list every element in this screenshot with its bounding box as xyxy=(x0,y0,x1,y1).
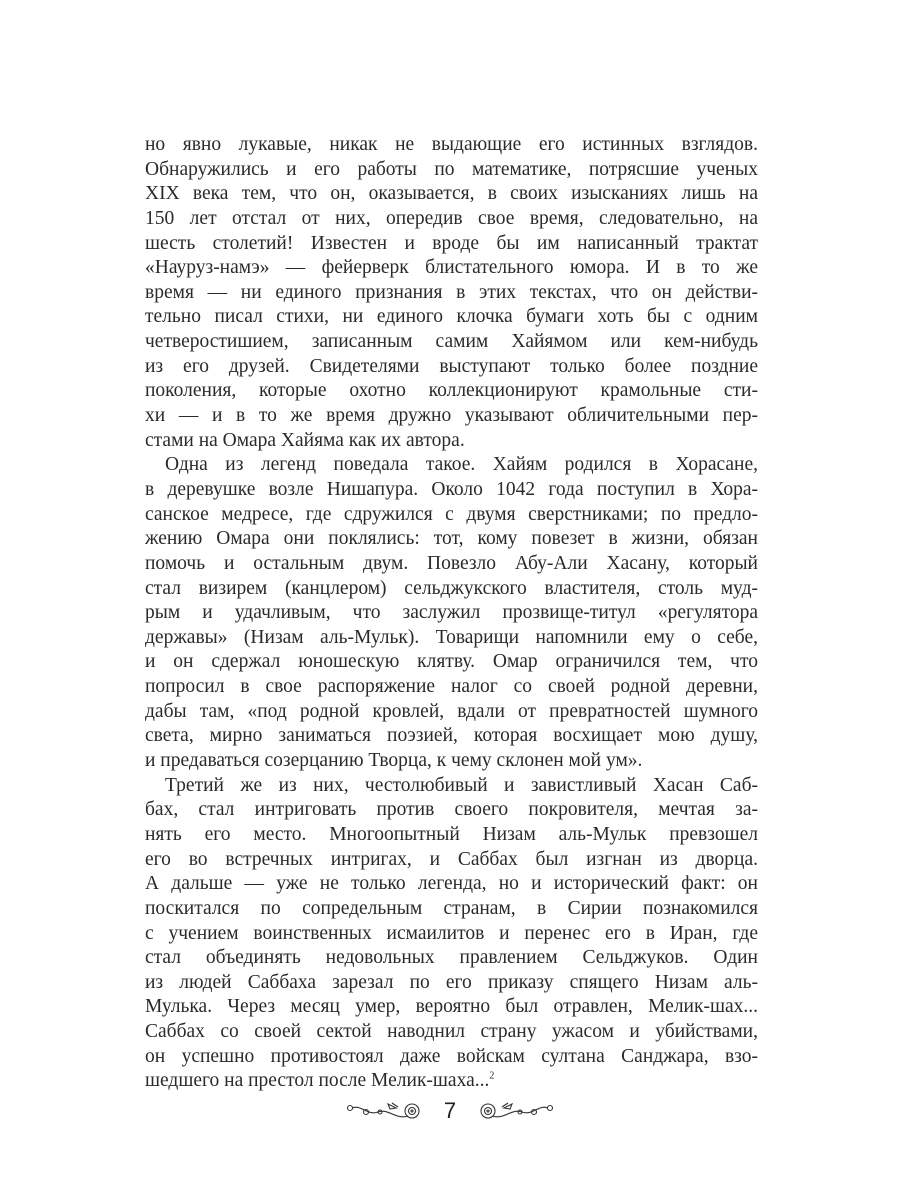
text-line xyxy=(145,453,758,478)
text-line-content: стал объединять недовольных правлением Сельджуков. Один xyxy=(145,947,758,969)
text-line-content: и он сдержал юношескую клятву. Омар ограничился тем, что xyxy=(145,651,758,673)
text-line xyxy=(145,232,758,257)
text-line xyxy=(145,971,758,996)
page-number: 7 xyxy=(443,1098,457,1123)
text-line xyxy=(145,1020,758,1045)
text-line xyxy=(145,577,758,602)
text-line xyxy=(145,503,758,528)
text-line-content: время — ни единого признания в этих текстах, что он действи- xyxy=(145,281,758,303)
text-line xyxy=(145,404,758,429)
text-line-content: из людей Саббаха зарезал по его приказу спящего Низам аль- xyxy=(145,971,758,993)
text-line xyxy=(145,700,758,725)
page-footer xyxy=(0,1098,900,1124)
text-line-content: шесть столетий! Известен и вроде бы им написанный трактат xyxy=(145,232,758,254)
text-line-content: из его друзей. Свидетелями выступают только более поздние xyxy=(145,355,758,377)
text-line-content: Одна из легенд поведала такое. Хайям родился в Хорасане, xyxy=(165,454,758,476)
text-line-content: его во встречных интригах, и Саббах был изгнан из дворца. xyxy=(145,848,758,870)
text-line xyxy=(145,650,758,675)
text-line-content: четверостишием, записанным самим Хайямом или кем-нибудь xyxy=(145,331,758,353)
text-line xyxy=(145,379,758,404)
text-line xyxy=(145,872,758,897)
text-line-content: попросил в свое распоряжение налог со своей родной деревни, xyxy=(145,676,758,698)
text-line-content: поскитался по сопредельным странам, в Сирии познакомился xyxy=(145,897,758,919)
text-line xyxy=(145,1045,758,1070)
text-line xyxy=(145,798,758,823)
text-line-content: А дальше — уже не только легенда, но и исторический факт: он xyxy=(145,873,758,895)
text-line-content: нять его место. Многоопытный Низам аль-Мульк превзошел xyxy=(145,823,758,845)
text-line-content: света, мирно заниматься поэзией, которая восхищает мою душу, xyxy=(145,725,758,747)
text-line-content: тельно писал стихи, ни единого клочка бумаги хоть бы с одним xyxy=(145,306,758,328)
text-line xyxy=(145,207,758,232)
text-line xyxy=(145,601,758,626)
text-line xyxy=(145,182,758,207)
text-line-content: стал визирем (канцлером) сельджукского властителя, столь муд- xyxy=(145,577,758,599)
text-line-content: и предаваться созерцанию Творца, к чему склонен мой ум». xyxy=(145,750,643,772)
text-line xyxy=(145,256,758,281)
text-line-content: Мулька. Через месяц умер, вероятно был отравлен, Мелик-шах... xyxy=(145,996,758,1018)
text-line-content: санское медресе, где сдружился с двумя сверстниками; по предло- xyxy=(145,503,758,525)
text-line xyxy=(145,527,758,552)
text-line xyxy=(145,922,758,947)
text-line-content: державы» (Низам аль-Мульк). Товарищи напомнили ему о себе, xyxy=(145,626,758,648)
text-line xyxy=(145,724,758,749)
text-line-content: но явно лукавые, никак не выдающие его истинных взглядов. xyxy=(145,134,758,155)
text-line xyxy=(145,626,758,651)
footnote-marker[interactable]: 2 xyxy=(489,1070,495,1082)
text-line-content: «Науруз-намэ» — фейерверк блистательного юмора. И в то же xyxy=(145,257,758,279)
text-line xyxy=(145,330,758,355)
text-line-content: XIX века тем, что он, оказывается, в своих изысканиях лишь на xyxy=(145,183,758,205)
body-text xyxy=(145,133,758,1094)
text-line-content: Обнаружились и его работы по математике, потрясшие ученых xyxy=(145,158,758,180)
text-line xyxy=(145,749,758,774)
text-line-content: с учением воинственных исмаилитов и перенес его в Иран, где xyxy=(145,922,758,944)
text-line-content: стами на Омара Хайяма как их автора. xyxy=(145,429,465,451)
text-line-content: 150 лет отстал от них, опередив свое время, следовательно, на xyxy=(145,207,758,229)
text-line xyxy=(145,774,758,799)
text-line-content: поколения, которые охотно коллекционируют крамольные сти- xyxy=(145,380,758,402)
text-line-content: Саббах со своей сектой наводнил страну ужасом и убийствами, xyxy=(145,1021,758,1043)
text-line-content: Третий же из них, честолюбивый и завистливый Хасан Саб- xyxy=(165,774,758,796)
text-line-content: хи — и в то же время дружно указывают обличительными пер- xyxy=(145,405,758,427)
text-line xyxy=(145,552,758,577)
text-line-content: рым и удачливым, что заслужил прозвище-титул «регулятора xyxy=(145,602,758,624)
text-line xyxy=(145,305,758,330)
text-line-content: шедшего на престол после Мелик-шаха... xyxy=(145,1070,490,1092)
text-line xyxy=(145,675,758,700)
text-line-content: бах, стал интриговать против своего покровителя, мечтая за- xyxy=(145,799,758,821)
text-line-content: он успешно противостоял даже войскам султана Санджара, взо- xyxy=(145,1045,758,1067)
text-line xyxy=(145,133,758,158)
text-line xyxy=(145,946,758,971)
text-line-content: дабы там, «под родной кровлей, вдали от превратностей шумного xyxy=(145,700,758,722)
left-flourish-icon xyxy=(346,1100,422,1122)
text-line xyxy=(145,429,758,454)
text-line xyxy=(145,478,758,503)
text-line-content: жению Омара они поклялись: тот, кому повезет в жизни, обязан xyxy=(145,528,758,550)
text-line xyxy=(145,281,758,306)
text-line xyxy=(145,158,758,183)
text-line xyxy=(145,1069,758,1094)
text-line-content: помочь и остальным двум. Повезло Абу-Али Хасану, который xyxy=(145,552,758,574)
text-line xyxy=(145,995,758,1020)
text-line xyxy=(145,897,758,922)
text-line xyxy=(145,355,758,380)
right-flourish-icon xyxy=(478,1100,554,1122)
text-line xyxy=(145,848,758,873)
text-line xyxy=(145,823,758,848)
text-line-content: в деревушке возле Нишапура. Около 1042 года поступил в Хора- xyxy=(145,478,758,500)
